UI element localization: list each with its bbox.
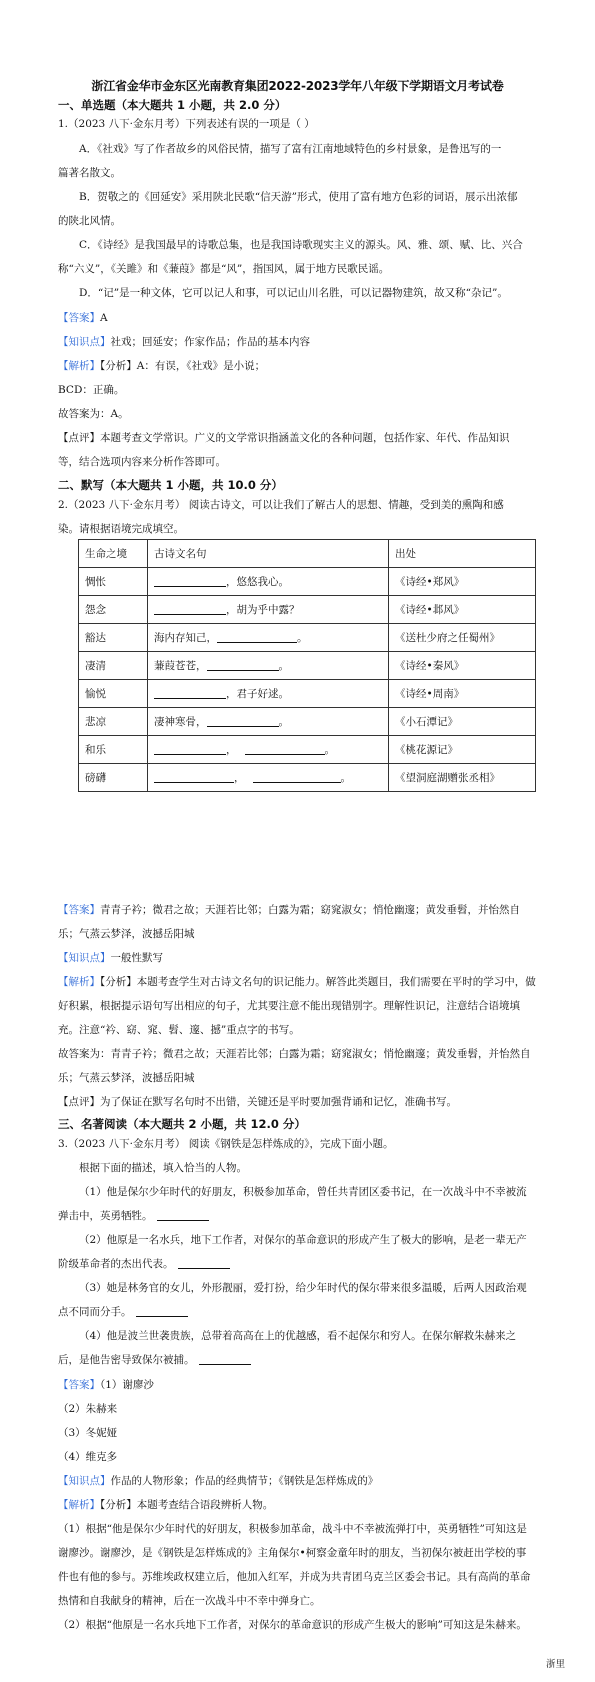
q2-knowledge	[58, 951, 163, 965]
knowledge-label: 【知识点】	[58, 1475, 111, 1487]
row-source: 《望洞庭湖赠张丞相》	[389, 764, 536, 792]
row-text: ，胡为乎中露？	[226, 604, 300, 616]
q3-intro: 根据下面的描述，填入恰当的人物。	[79, 1162, 247, 1174]
fill-blank[interactable]	[157, 1209, 209, 1221]
q2-answer-value: 青青子衿；微君之故；天涯若比邻；白露为霜；窈窕淑女；悄怆幽邃；黄发垂髫，并怡然自乐；气蒸云梦泽，波撼岳阳城	[58, 904, 520, 940]
row-source: 《桃花源记》	[389, 736, 536, 764]
q2-analysis	[58, 970, 536, 1042]
q3-item-3-text: （3）她是林务官的女儿，外形靓丽，爱打扮，给少年时代的保尔带来很多温暖，后两人因政治观点不同而分手。	[58, 1282, 527, 1318]
row-mood: 悲凉	[79, 708, 148, 736]
table-row	[79, 624, 536, 652]
fill-blank[interactable]	[253, 771, 341, 783]
section-heading-1: 一、单选题（本大题共 1 小题，共 2.0 分）	[58, 98, 287, 112]
section-heading-3: 三、名著阅读（本大题共 2 小题，共 12.0 分）	[58, 1117, 306, 1131]
q1-option-c-line1: C．《诗经》是我国最早的诗歌总集，也是我国诗歌现实主义的源头。风、雅、颂、赋、比、兴合	[79, 239, 523, 251]
row-text: ，君子好逑。	[226, 688, 289, 700]
q3-answer-2: （2）朱赫来	[58, 1403, 118, 1415]
fill-blank[interactable]	[136, 1305, 188, 1317]
row-text: ，	[226, 744, 237, 756]
row-text: 。	[278, 660, 289, 672]
row-line	[148, 764, 389, 792]
q2-comment	[58, 1095, 457, 1109]
q1-option-a-line2: 篇著名散文。	[58, 167, 121, 179]
page-title: 浙江省金华市金东区光南教育集团2022-2023学年八年级下学期语文月考试卷	[91, 79, 504, 93]
fill-blank[interactable]	[154, 687, 226, 699]
q3-analysis-1: （1）根据“他是保尔少年时代的好朋友，积极参加革命，战斗中不幸被流弹打中，英勇牺牲”可知这是谢廖沙。谢廖沙，是《钢铁是怎样炼成的》主角保尔•柯察金童年时的朋友，当初保尔被赶出学校的事件也有他的参与。苏维埃政权建立后，他加入红军，并成为共青团乌克兰区委会书记。具有高尚的革命热情和自我献身的精神，后在一次战斗中不幸中弹身亡。	[58, 1523, 531, 1607]
q3-stem: 3.（2023 八下·金东月考） 阅读《钢铁是怎样炼成的》，完成下面小题。	[58, 1138, 394, 1150]
q3-item-3	[58, 1276, 536, 1324]
poem-table	[78, 539, 536, 792]
q2-knowledge-value: 一般性默写	[110, 952, 163, 964]
q3-knowledge-value: 作品的人物形象；作品的经典情节；《钢铁是怎样炼成的》	[110, 1475, 379, 1487]
row-mood: 凄清	[79, 652, 148, 680]
row-text: 蒹葭苍苍，	[154, 660, 207, 672]
row-text: 。	[297, 632, 308, 644]
q3-answer-1: （1）谢廖沙	[100, 1379, 154, 1391]
q3-answer-4: （4）维克多	[58, 1451, 118, 1463]
table-row	[79, 652, 536, 680]
q2-stem-line1: 2.（2023 八下·金东月考） 阅读古诗文，可以让我们了解古人的思想、情趣，受到美的熏陶和感	[58, 499, 504, 511]
q1-knowledge-value: 社戏；回延安；作家作品；作品的基本内容	[110, 336, 310, 348]
row-line	[148, 652, 389, 680]
row-mood: 惆怅	[79, 568, 148, 596]
q3-answer	[58, 1378, 154, 1392]
table-row	[79, 568, 536, 596]
q1-option-d: D．“记”是一种文体，它可以记人和事，可以记山川名胜，可以记器物建筑，故又称“杂记”。	[79, 287, 508, 299]
q3-analysis	[58, 1498, 273, 1512]
q1-analysis-line3: 故答案为：A。	[58, 408, 129, 420]
q1-comment-line1: 本题考查文学常识。广义的文学常识指涵盖文化的各种问题，包括作家、年代、作品知识	[100, 432, 510, 444]
q3-item-4-text: （4）他是波兰世袭贵族，总带着高高在上的优越感，看不起保尔和穷人。在保尔解救朱赫来之后，是他告密导致保尔被捕。	[58, 1330, 517, 1366]
q3-item-2	[58, 1228, 536, 1276]
fill-blank[interactable]	[217, 631, 297, 643]
poem-table-header	[79, 540, 536, 568]
q1-answer-value: A	[100, 312, 108, 324]
row-text: 凄神寒骨，	[154, 716, 207, 728]
q1-stem: 1.（2023 八下·金东月考）下列表述有误的一项是（ ）	[58, 118, 315, 130]
table-row	[79, 596, 536, 624]
row-text: 。	[340, 772, 351, 784]
row-source: 《诗经•邶风》	[389, 596, 536, 624]
row-text: ，悠悠我心。	[226, 576, 289, 588]
knowledge-label: 【知识点】	[58, 336, 111, 348]
answer-label: 【答案】	[58, 1379, 100, 1391]
q1-answer	[58, 311, 108, 325]
q3-item-4	[58, 1324, 536, 1372]
q3-analysis-intro: 【分析】本题考查结合语段辨析人物。	[100, 1499, 274, 1511]
row-line	[148, 568, 389, 596]
header-line: 古诗文名句	[148, 540, 389, 568]
row-mood: 愉悦	[79, 680, 148, 708]
row-line	[148, 680, 389, 708]
row-mood: 磅礴	[79, 764, 148, 792]
answer-label: 【答案】	[58, 904, 100, 916]
row-text: 海内存知己，	[154, 632, 217, 644]
row-mood: 和乐	[79, 736, 148, 764]
comment-label: 【点评】	[58, 1096, 100, 1108]
row-mood: 豁达	[79, 624, 148, 652]
q1-comment-line2: 等，结合选项内容来分析作答即可。	[58, 456, 226, 468]
header-mood: 生命之境	[79, 540, 148, 568]
header-source: 出处	[389, 540, 536, 568]
analysis-label: 【解析】	[58, 976, 100, 988]
row-source: 《小石潭记》	[389, 708, 536, 736]
row-line	[148, 596, 389, 624]
fill-blank[interactable]	[154, 743, 226, 755]
row-text: ，	[234, 772, 245, 784]
analysis-label: 【解析】	[58, 360, 100, 372]
table-row	[79, 708, 536, 736]
q1-option-b-line1: B．贺敬之的《回延安》采用陕北民歌“信天游”形式，使用了富有地方色彩的词语，展示出浓郁	[79, 191, 518, 203]
q3-analysis-2: （2）根据“他原是一名水兵地下工作者，对保尔的革命意识的形成产生极大的影响”可知这是朱赫来。	[58, 1619, 527, 1631]
q1-analysis-line2: BCD：正确。	[58, 384, 125, 396]
q3-item-2-text: （2）他原是一名水兵，地下工作者，对保尔的革命意识的形成产生了极大的影响，是老一辈无产阶级革命者的杰出代表。	[58, 1234, 527, 1270]
fill-blank[interactable]	[154, 603, 226, 615]
row-mood: 怨念	[79, 596, 148, 624]
page-footer: 浙里	[545, 1659, 565, 1670]
row-source: 《诗经•秦风》	[389, 652, 536, 680]
row-source: 《诗经•周南》	[389, 680, 536, 708]
row-line	[148, 708, 389, 736]
table-row	[79, 736, 536, 764]
comment-label: 【点评】	[58, 432, 100, 444]
q2-answer	[58, 898, 536, 946]
q1-option-a-line1: A．《社戏》写了作者故乡的风俗民情，描写了富有江南地域特色的乡村景象，是鲁迅写的一	[79, 143, 502, 155]
q1-comment	[58, 431, 510, 445]
q3-item-1	[58, 1180, 536, 1228]
answer-label: 【答案】	[58, 312, 100, 324]
fill-blank[interactable]	[245, 743, 325, 755]
fill-blank[interactable]	[154, 771, 234, 783]
row-text: 。	[324, 744, 335, 756]
q2-comment-text: 为了保证在默写名句时不出错，关键还是平时要加强背诵和记忆，准确书写。	[100, 1096, 457, 1108]
q2-stem-line2: 染。请根据语境完成填空。	[58, 523, 184, 535]
q3-item-1-text: （1）他是保尔少年时代的好朋友，积极参加革命，曾任共青团区委书记，在一次战斗中不幸被流弹击中，英勇牺牲。	[58, 1186, 527, 1222]
row-line	[148, 624, 389, 652]
q2-analysis-answer: 故答案为：青青子衿；微君之故；天涯若比邻；白露为霜；窈窕淑女；悄怆幽邃；黄发垂髫，并怡然自乐；气蒸云梦泽，波撼岳阳城	[58, 1048, 531, 1084]
q1-option-b-line2: 的陕北风情。	[58, 215, 121, 227]
table-row	[79, 764, 536, 792]
row-line	[148, 736, 389, 764]
row-source: 《送杜少府之任蜀州》	[389, 624, 536, 652]
q3-knowledge	[58, 1474, 378, 1488]
fill-blank[interactable]	[207, 715, 279, 727]
analysis-label: 【解析】	[58, 1499, 100, 1511]
q1-knowledge	[58, 335, 310, 349]
knowledge-label: 【知识点】	[58, 952, 111, 964]
q1-option-c-line2: 称“六义”，《关雎》和《蒹葭》都是“风”，指国风，属于地方民歌民谣。	[58, 263, 390, 275]
fill-blank[interactable]	[199, 1353, 251, 1365]
q2-analysis-text: 【分析】本题考查学生对古诗文名句的识记能力。解答此类题目，我们需要在平时的学习中，做好积累，根据提示语句写出相应的句子，尤其要注意不能出现错别字。理解性识记，注意结合语境填充。注意“衿、窈、窕、髫、邃、撼”重点字的书写。	[58, 976, 536, 1036]
row-source: 《诗经•郑风》	[389, 568, 536, 596]
q1-analysis	[58, 359, 265, 373]
section-heading-2: 二、默写（本大题共 1 小题，共 10.0 分）	[58, 478, 283, 492]
row-text: 。	[278, 716, 289, 728]
fill-blank[interactable]	[154, 575, 226, 587]
table-row	[79, 680, 536, 708]
fill-blank[interactable]	[178, 1257, 230, 1269]
q1-analysis-line1: 【分析】A：有误，《社戏》是小说；	[100, 360, 266, 372]
fill-blank[interactable]	[207, 659, 279, 671]
q3-answer-3: （3）冬妮娅	[58, 1427, 118, 1439]
